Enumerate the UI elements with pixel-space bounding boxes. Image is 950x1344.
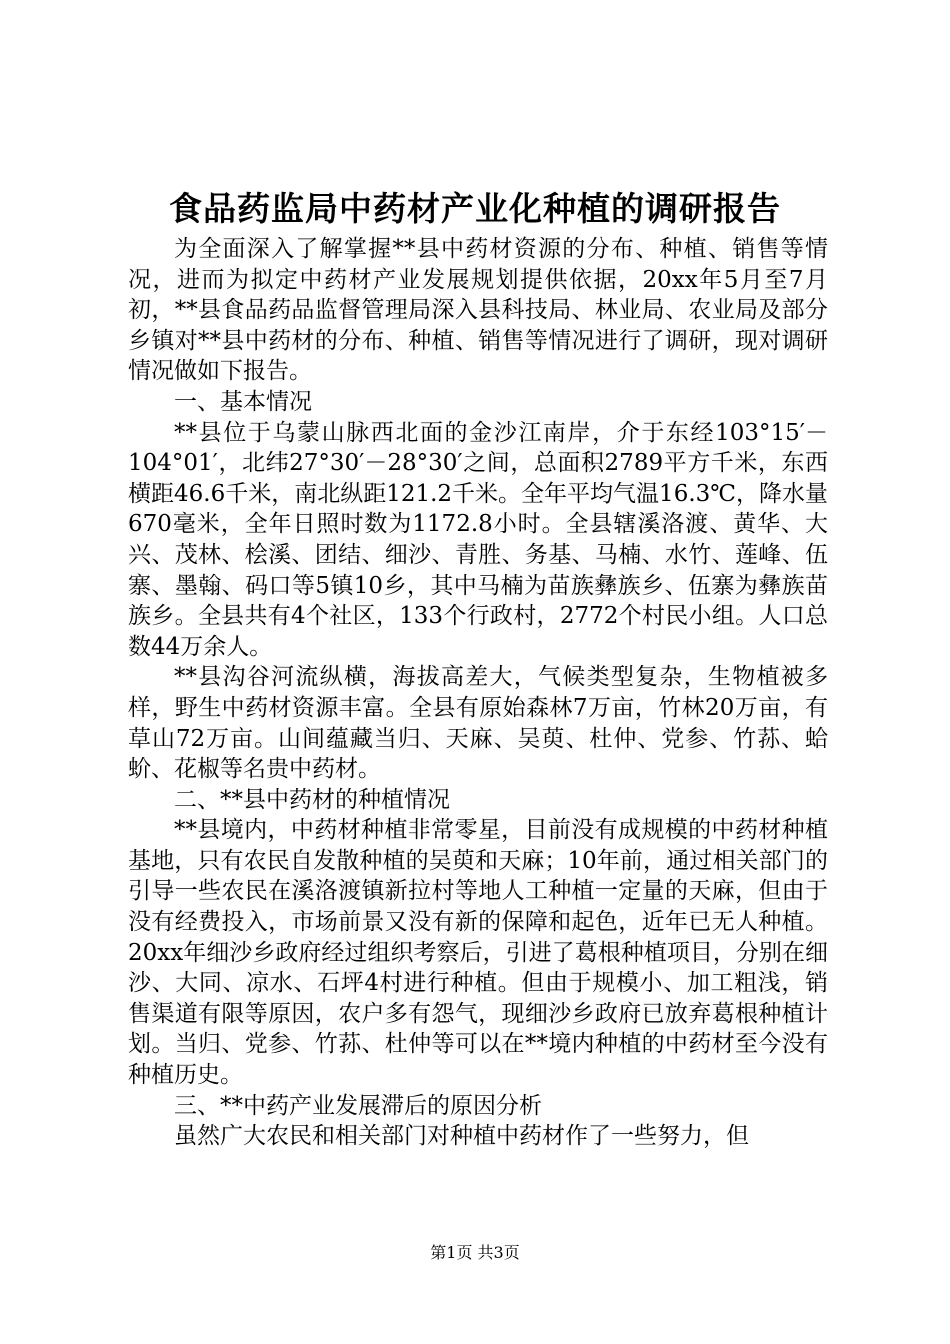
section-heading-basic: 一、基本情况	[174, 388, 312, 415]
section-heading-analysis: 三、**中药产业发展滞后的原因分析	[174, 1092, 542, 1119]
planting-paragraph: **县境内，中药材种植非常零星，目前没有成规模的中药材种植基地，只有农民自发散种植的吴萸和天麻；10年前，通过相关部门的引导一些农民在溪洛渡镇新拉村等地人工种植一定量的天麻，但由于没有经费投入，市场前景又没有新的保障和起色，近年已无人种植。20xx年细沙乡政府经过组织考察后，引进了葛根种植项目，分别在细沙、大同、凉水、石坪4村进行种植。但由于规模小、加工粗浅，销售渠道有限等原因，农户多有怨气，现细沙乡政府已放弃葛根种植计划。当归、党参、竹荪、杜仲等可以在**境内种植的中药材至今没有种植历史。	[128, 817, 828, 1089]
analysis-paragraph: 虽然广大农民和相关部门对种植中药材作了一些努力，但	[174, 1123, 749, 1150]
document-title: 食品药监局中药材产业化种植的调研报告	[169, 189, 781, 228]
basic-info-paragraph: **县位于乌蒙山脉西北面的金沙江南岸，介于东经103°15′－104°01′，北纬27°30′－28°30′之间，总面积2789平方千米，东西横距46.6千米，南北纵距121.2千米。全年平均气温16.3℃，降水量670毫米，全年日照时数为1172.8小时。全县辖溪洛渡、黄华、大兴、茂林、桧溪、团结、细沙、青胜、务基、马楠、水竹、莲峰、伍寨、墨翰、码口等5镇10乡，其中马楠为苗族彝族乡、伍寨为彝族苗族乡。全县共有4个社区，133个行政村，2772个村民小组。人口总数44万余人。	[128, 419, 828, 660]
page-number-footer: 第1页 共3页	[430, 1243, 520, 1262]
document-body	[128, 234, 828, 1152]
intro-paragraph: 为全面深入了解掌握**县中药材资源的分布、种植、销售等情况，进而为拟定中药材产业发展规划提供依据，20xx年5月至7月初，**县食品药品监督管理局深入县科技局、林业局、农业局及部分乡镇对**县中药材的分布、种植、销售等情况进行了调研，现对调研情况做如下报告。	[128, 236, 828, 385]
resources-paragraph: **县沟谷河流纵横，海拔高差大，气候类型复杂，生物植被多样，野生中药材资源丰富。全县有原始森林7万亩，竹林20万亩，有草山72万亩。山间蕴藏当归、天麻、吴萸、杜仲、党参、竹荪、蛤蚧、花椒等名贵中药材。	[128, 664, 828, 783]
section-heading-planting: 二、**县中药材的种植情况	[174, 786, 450, 813]
